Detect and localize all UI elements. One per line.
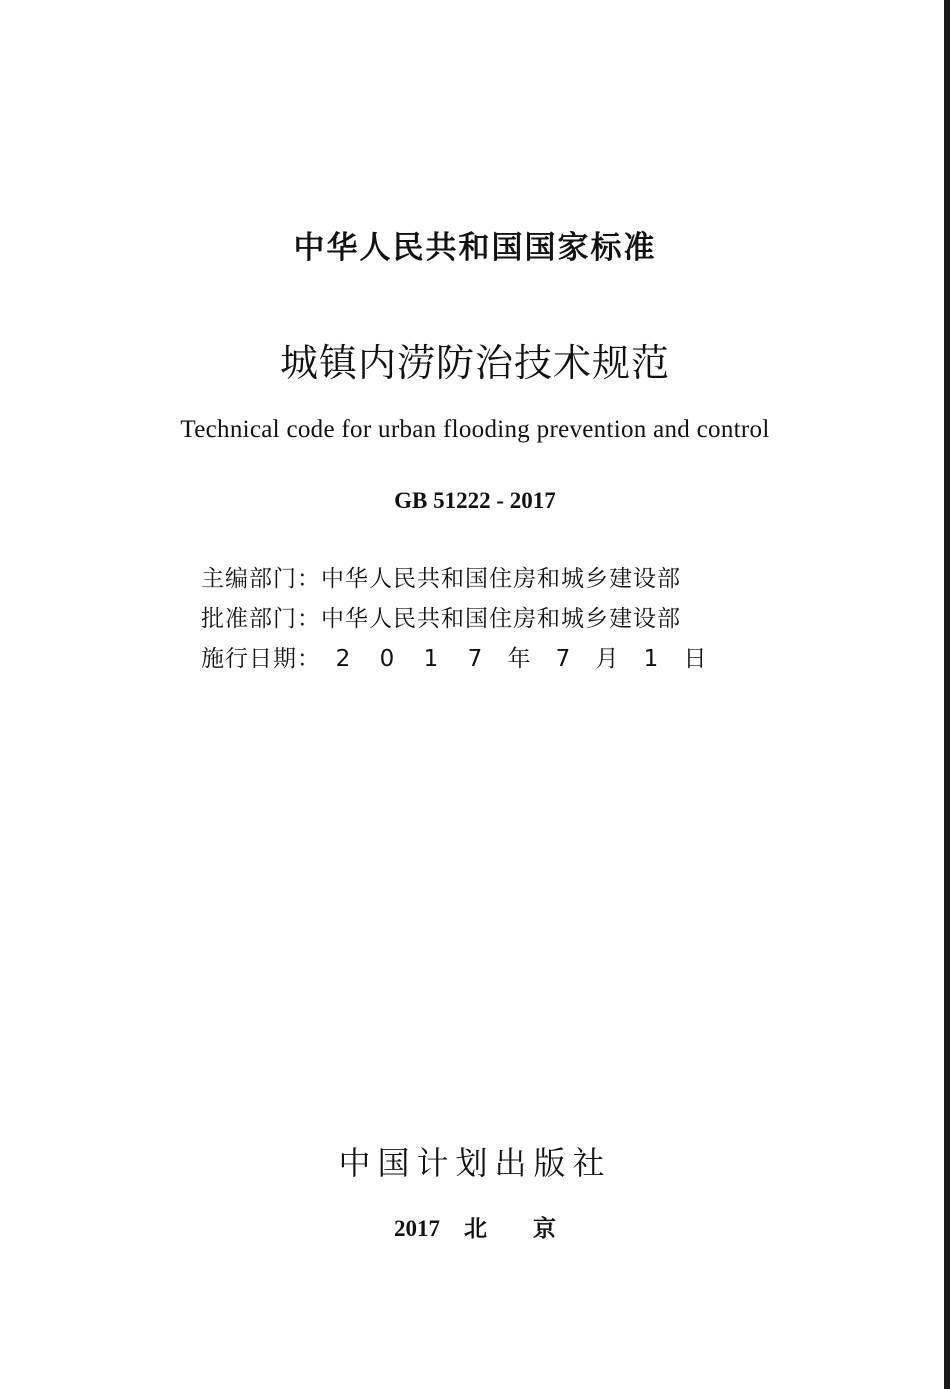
approver-row [201,600,681,633]
document-title: 城镇内涝防治技术规范 [279,341,670,385]
effective-date-value: 2 0 1 7 年 7 月 1 日 [335,646,707,672]
standard-series-heading: 中华人民共和国国家标准 [293,230,657,266]
approver-value: 中华人民共和国住房和城乡建设部 [321,606,681,632]
english-title: Technical code for urban flooding prevention and control [180,416,770,443]
publication-city: 北 京 [464,1216,556,1242]
publication-year: 2017 [394,1216,440,1241]
chief-editor-value: 中华人民共和国住房和城乡建设部 [321,566,681,592]
publication-place-line [0,1210,950,1243]
effective-date-label: 施行日期： [201,646,321,672]
effective-date-row [201,640,717,673]
approver-label: 批准部门： [201,606,321,632]
standard-code: GB 51222 - 2017 [394,488,556,513]
chief-editor-row [201,560,681,593]
chief-editor-label: 主编部门： [201,566,321,592]
publisher-name: 中国计划出版社 [338,1144,612,1182]
